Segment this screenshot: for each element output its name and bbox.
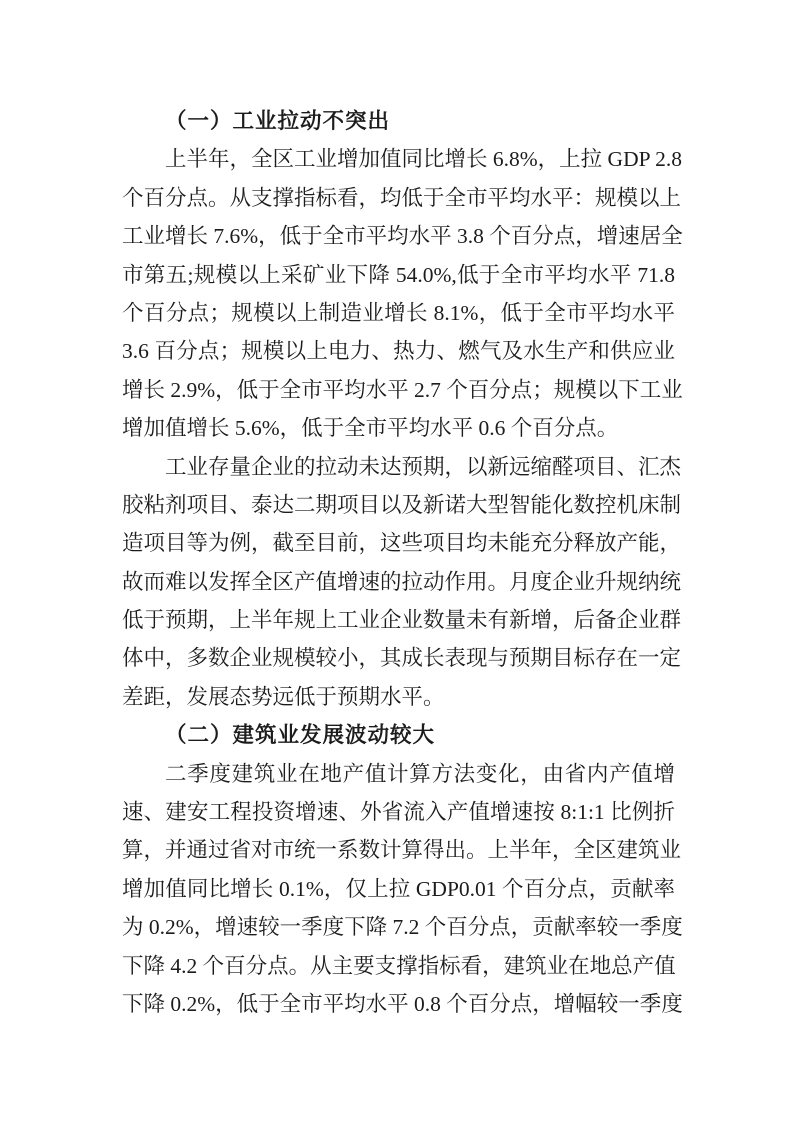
body-text-line: 造项目等为例，截至目前，这些项目均未能充分释放产能，: [122, 531, 682, 556]
body-text-line: 下降 4.2 个百分点。从主要支撑指标看，建筑业在地总产值: [122, 953, 676, 978]
document-body: [122, 102, 683, 1023]
body-text-line: 个百分点；规模以上制造业增长 8.1%，低于全市平均水平: [122, 300, 675, 325]
body-text-line: 增加值增长 5.6%，低于全市平均水平 0.6 个百分点。: [122, 416, 619, 441]
body-text-line: 体中，多数企业规模较小，其成长表现与预期目标存在一定: [122, 646, 682, 671]
body-text-line: 下降 0.2%，低于全市平均水平 0.8 个百分点，增幅较一季度: [122, 991, 683, 1016]
body-text-line: 二季度建筑业在地产值计算方法变化，由省内产值增: [165, 761, 675, 786]
body-text-line: 故而难以发挥全区产值增速的拉动作用。月度企业升规纳统: [122, 569, 682, 594]
body-text-line: 速、建安工程投资增速、外省流入产值增速按 8:1:1 比例折: [122, 800, 675, 825]
body-text-line: 算，并通过省对市统一系数计算得出。上半年，全区建筑业: [122, 838, 682, 863]
body-text-line: 工业增长 7.6%，低于全市平均水平 3.8 个百分点，增速居全: [122, 224, 683, 249]
body-text-line: 个百分点。从支撑指标看，均低于全市平均水平：规模以上: [122, 185, 682, 210]
body-text-line: 低于预期，上半年规上工业企业数量未有新增，后备企业群: [122, 608, 682, 633]
body-text-line: 上半年，全区工业增加值同比增长 6.8%，上拉 GDP 2.8: [165, 147, 682, 172]
body-text-line: 为 0.2%，增速较一季度下降 7.2 个百分点，贡献率较一季度: [122, 915, 683, 940]
body-text-line: 增长 2.9%，低于全市平均水平 2.7 个百分点；规模以下工业: [122, 377, 683, 402]
section-heading: （一）工业拉动不突出: [165, 109, 391, 133]
section-heading: （二）建筑业发展波动较大: [165, 723, 436, 748]
body-text-line: 胶粘剂项目、泰达二期项目以及新诺大型智能化数控机床制: [122, 492, 682, 517]
body-text-line: 增加值同比增长 0.1%，仅上拉 GDP0.01 个百分点，贡献率: [122, 876, 675, 901]
body-text-line: 3.6 百分点；规模以上电力、热力、燃气及水生产和供应业: [122, 339, 675, 364]
body-text-line: 市第五;规模以上采矿业下降 54.0%,低于全市平均水平 71.8: [122, 262, 675, 287]
body-text-line: 工业存量企业的拉动未达预期，以新远缩醛项目、汇杰: [165, 454, 682, 479]
body-text-line: 差距，发展态势远低于预期水平。: [122, 684, 445, 709]
